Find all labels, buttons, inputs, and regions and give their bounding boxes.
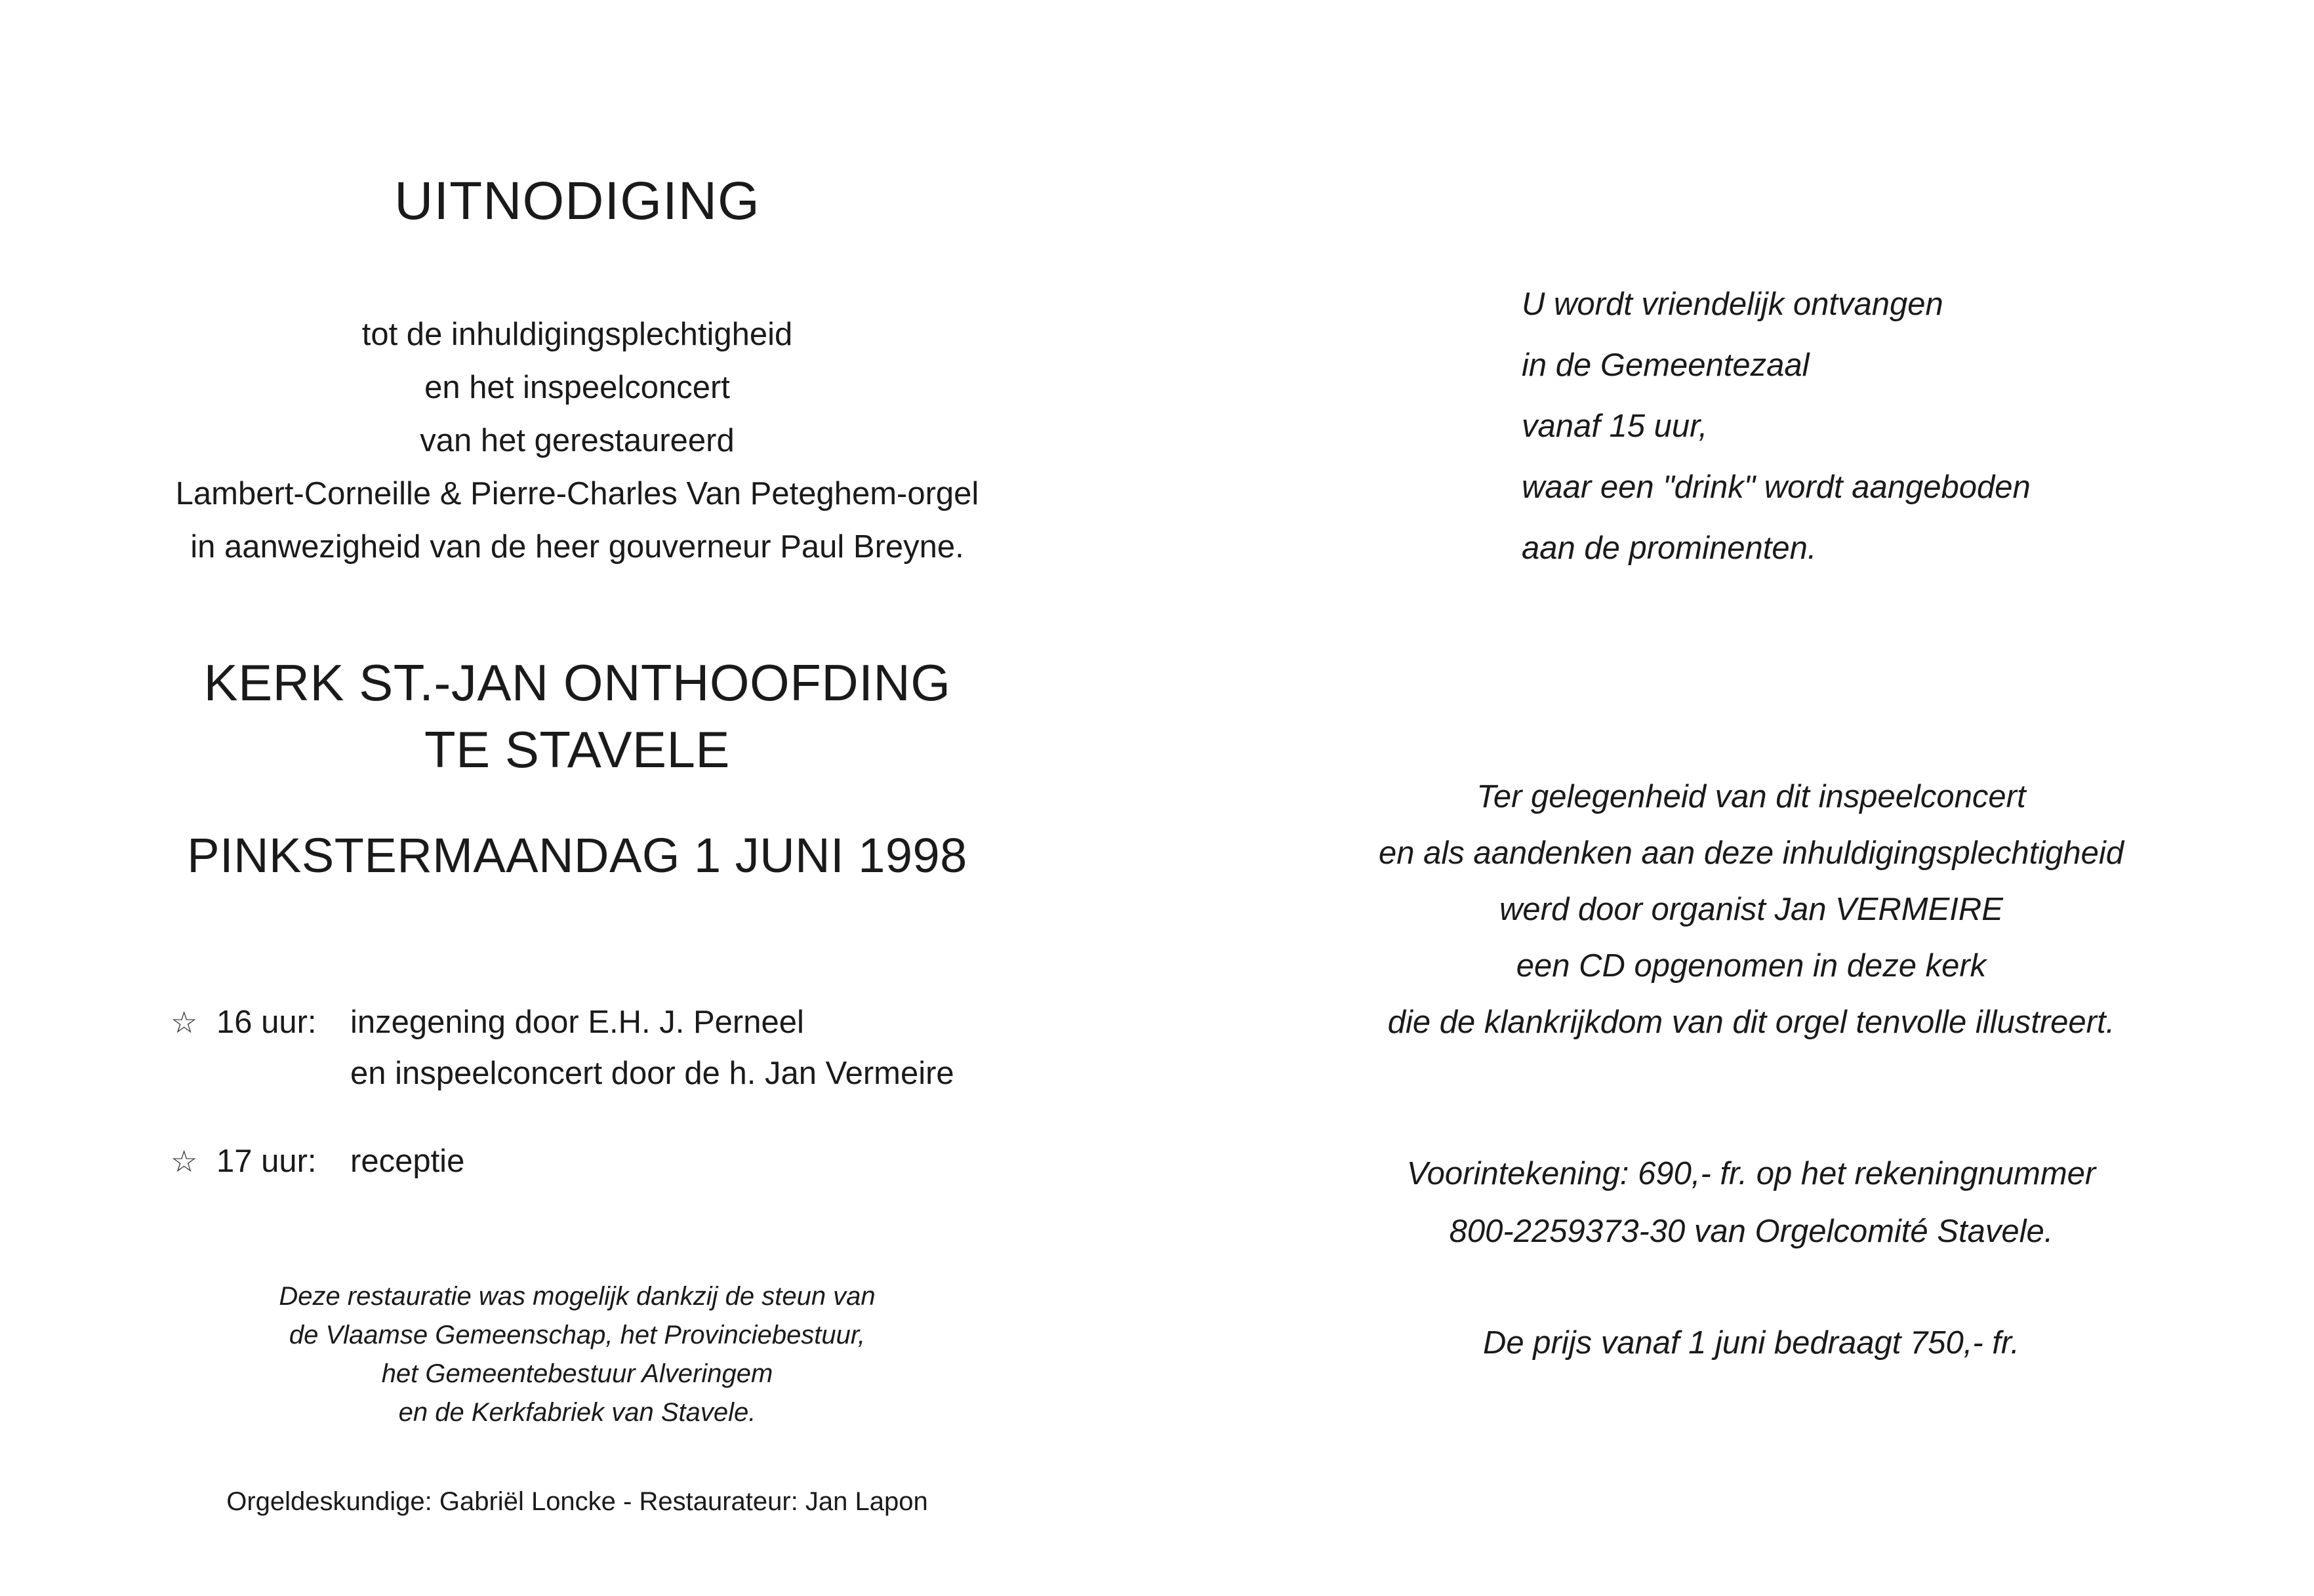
schedule-line: receptie	[350, 1144, 465, 1179]
intro-line: Lambert-Corneille & Pierre-Charles Van Peteghem-orgel	[175, 476, 979, 511]
intro-line: en het inspeelconcert	[424, 370, 730, 405]
subscription-line: 800-2259373-30 van Orgelcomité Stavele.	[1449, 1214, 2054, 1249]
schedule-line: inzegening door E.H. J. Perneel	[350, 1005, 804, 1040]
subscription-line: Voorintekening: 690,- fr. op het rekeningnummer	[1406, 1156, 2096, 1191]
occasion-line: werd door organist Jan VERMEIRE	[1499, 892, 2003, 927]
intro-line: van het gerestaureerd	[420, 423, 735, 458]
schedule-description	[350, 1136, 464, 1187]
schedule-time: 17 uur:	[216, 1144, 317, 1179]
credits-line: Orgeldeskundige: Gabriël Loncke - Restaurateur: Jan Lapon	[226, 1487, 928, 1516]
occasion-line: een CD opgenomen in deze kerk	[1516, 948, 1987, 984]
thanks-line: Deze restauratie was mogelijk dankzij de steun van	[279, 1282, 876, 1311]
thanks-line: en de Kerkfabriek van Stavele.	[398, 1398, 756, 1427]
occasion-line: die de klankrijkdom van dit orgel tenvolle illustreert.	[1387, 1005, 2115, 1040]
sponsor-thanks	[131, 1277, 1023, 1432]
intro-line: tot de inhuldigingsplechtigheid	[361, 317, 793, 352]
schedule	[171, 997, 1023, 1224]
price-note: De prijs vanaf 1 juni bedraagt 750,- fr.	[1482, 1325, 2020, 1361]
invitation-title: UITNODIGING	[394, 171, 760, 231]
occasion-line: en als aandenken aan deze inhuldigingsplechtigheid	[1378, 835, 2124, 871]
thanks-line: het Gemeentebestuur Alveringem	[381, 1359, 773, 1388]
welcome-line: vanaf 15 uur,	[1522, 409, 1708, 444]
schedule-item	[171, 1136, 1023, 1187]
venue-line: KERK ST.-JAN ONTHOOFDING	[203, 654, 951, 711]
cd-occasion-text	[1305, 768, 2197, 1050]
subscription-text	[1305, 1145, 2197, 1260]
schedule-description	[350, 997, 954, 1099]
schedule-item	[171, 997, 1023, 1099]
venue-heading	[131, 649, 1023, 783]
schedule-line: en inspeelconcert door de h. Jan Vermeire	[350, 1056, 954, 1091]
thanks-line: de Vlaamse Gemeenschap, het Provinciebestuur,	[289, 1321, 866, 1349]
intro-line: in aanwezigheid van de heer gouverneur Paul Breyne.	[190, 529, 964, 565]
schedule-time: 16 uur:	[216, 1005, 317, 1040]
intro-text	[131, 308, 1023, 574]
star-icon: ☆	[171, 1005, 198, 1039]
welcome-line: aan de prominenten.	[1522, 530, 1817, 566]
event-date: PINKSTERMAANDAG 1 JUNI 1998	[187, 828, 967, 883]
occasion-line: Ter gelegenheid van dit inspeelconcert	[1476, 779, 2026, 814]
welcome-line: waar een "drink" wordt aangeboden	[1522, 469, 2031, 505]
welcome-text	[1522, 274, 2197, 579]
welcome-line: in de Gemeentezaal	[1522, 348, 1810, 383]
welcome-line: U wordt vriendelijk ontvangen	[1522, 287, 1943, 322]
venue-line: TE STAVELE	[424, 721, 730, 778]
star-icon: ☆	[171, 1144, 198, 1178]
